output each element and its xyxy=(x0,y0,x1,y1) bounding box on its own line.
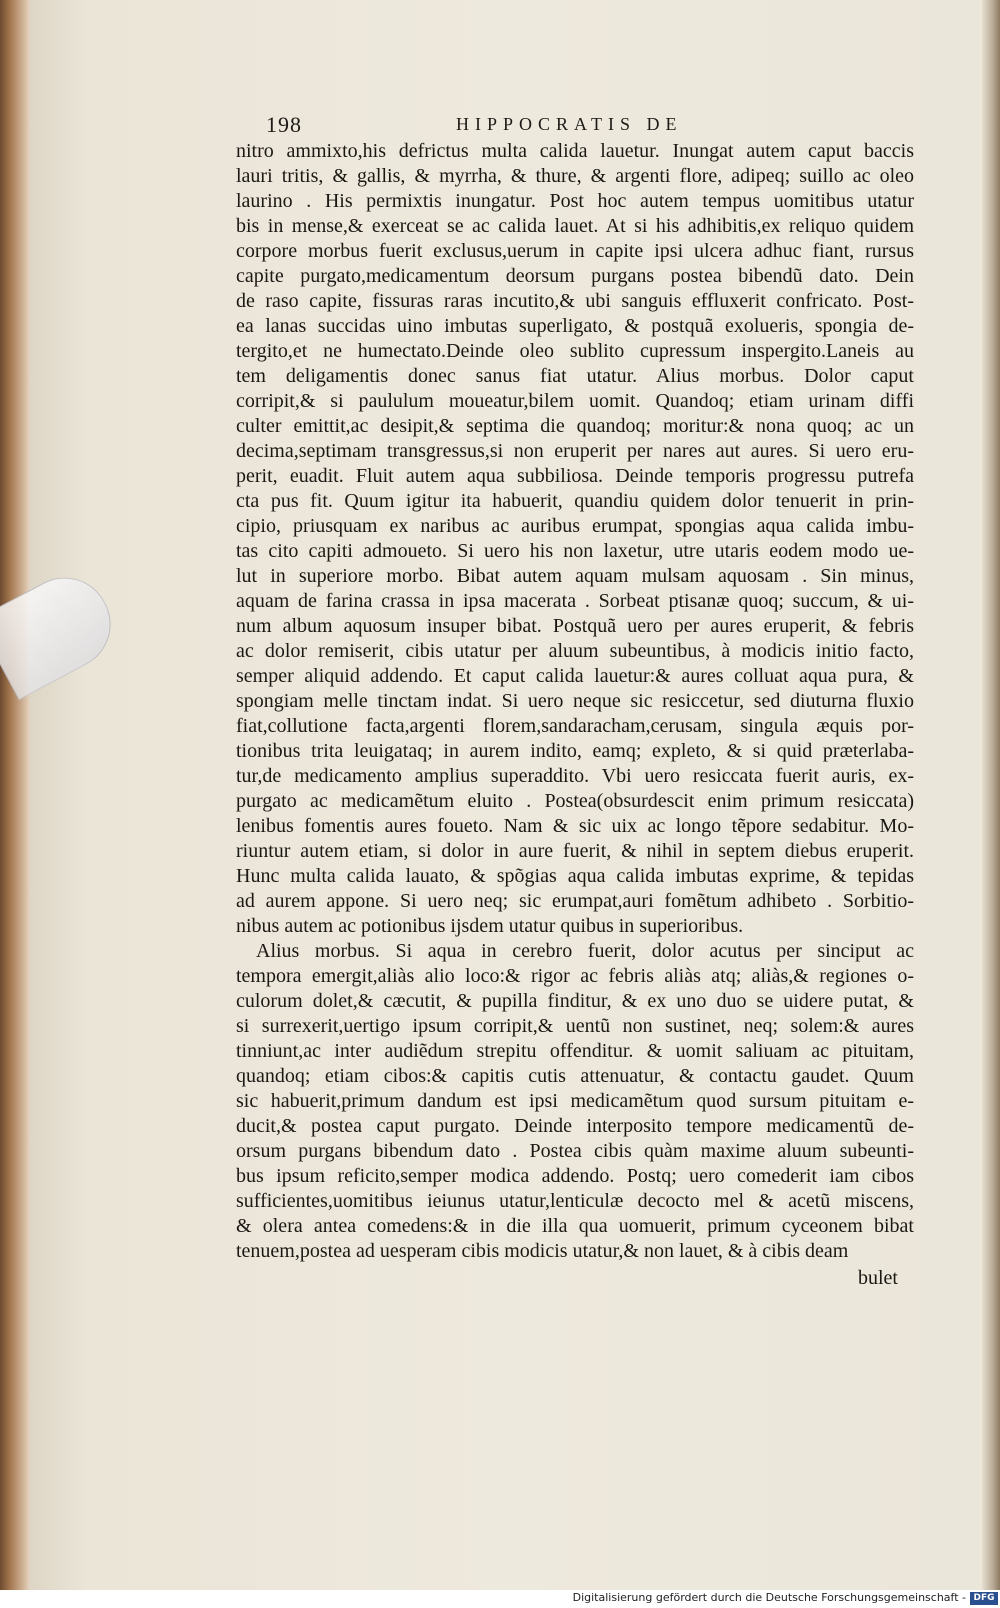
text-line: lauri tritis, & gallis, & myrrha, & thure, & argenti flore, adipeq; suillo ac oleo xyxy=(236,165,914,187)
text-line: perit, euadit. Fluit autem aqua subbiliosa. Deinde temporis progressu putrefa xyxy=(236,465,914,487)
text-line: si surrexerit,uertigo ipsum corripit,& uentũ non sustinet, neq; solem:& aures xyxy=(236,1015,914,1037)
text-line: nibus autem ac potionibus ijsdem utatur quibus in superioribus. xyxy=(236,915,744,937)
text-line: ac dolor remiserit, cibis utatur per aluum subeuntibus, à modicis initio facto, xyxy=(236,640,914,662)
text-line: sufficientes,uomitibus ieiunus utatur,lenticulæ decocto mel & acetũ miscens, xyxy=(236,1190,914,1212)
text-line: culter emittit,ac desipit,& septima die quandoq; moritur:& nona quoq; ac un xyxy=(236,415,914,437)
text-line: ducit,& postea caput purgato. Deinde interposito tempore medicamentũ de- xyxy=(236,1115,914,1137)
text-line: nitro ammixto,his defrictus multa calida lauetur. Inungat autem caput baccis xyxy=(236,140,914,162)
text-line: laurino . His permixtis inungatur. Post hoc autem tempus uomitibus utatur xyxy=(236,190,914,212)
text-line: lenibus fomentis aures foueto. Nam & sic uix ac longo tẽpore sedabitur. Mo- xyxy=(236,815,914,837)
text-line: quandoq; etiam cibos:& capitis cutis attenuatur, & contactu gaudet. Quum xyxy=(236,1065,914,1087)
footer-bar xyxy=(0,1590,1000,1608)
text-line: tenuem,postea ad uesperam cibis modicis utatur,& non lauet, & à cibis deam xyxy=(236,1240,849,1262)
book-spine-edge xyxy=(0,0,30,1590)
text-line: & olera antea comedens:& in die illa qua uomuerit, primum cyceonem bibat xyxy=(236,1215,914,1237)
text-line: fiat,collutione facta,argenti florem,sandaracham,cerusam, singula æquis por- xyxy=(236,715,914,737)
text-line: purgato ac medicamẽtum eluito . Postea(obsurdescit enim primum resiccata) xyxy=(236,790,914,812)
text-line: ea lanas succidas uino imbutas superligato, & postquã exolueris, spongia de- xyxy=(236,315,914,337)
text-line: tem deligamentis donec sanus fiat utatur. Alius morbus. Dolor caput xyxy=(236,365,914,387)
text-line: corripit,& si paululum moueatur,bilem uomit. Quandoq; etiam urinam diffi xyxy=(236,390,914,412)
body-text xyxy=(236,139,914,1264)
text-line: corpore morbus fuerit exclusus,uerum in capite ipsi ulcera adhuc fiant, rursus xyxy=(236,240,914,262)
text-line: semper aliquid addendo. Et caput calida lauetur:& aures colluat aqua pura, & xyxy=(236,665,914,687)
catchword: bulet xyxy=(858,1267,898,1289)
text-line: lut in superiore morbo. Bibat autem aquam mulsam aquosam . Sin minus, xyxy=(236,565,914,587)
page-header xyxy=(266,112,726,136)
dfg-logo: DFG xyxy=(970,1592,998,1605)
text-line: tionibus trita leuigataq; in aurem indito, eamq; expleto, & si quid præterlaba- xyxy=(236,740,914,762)
text-line: Alius morbus. Si aqua in cerebro fuerit, dolor acutus per sinciput ac xyxy=(256,940,914,962)
text-line: bis in mense,& exerceat se ac calida lauet. At si his adhibitis,ex reliquo quidem xyxy=(236,215,914,237)
text-line: riuntur autem etiam, si dolor in aure fuerit, & nihil in septem diebus eruperit. xyxy=(236,840,914,862)
page-edge-right xyxy=(982,0,1000,1590)
text-line: ad aurem appone. Si uero neq; sic erumpat,auri fomẽtum adhibeto . Sorbitio- xyxy=(236,890,914,912)
text-line: orsum purgans bibendum dato . Postea cibis quàm maxime aluum subeunti- xyxy=(236,1140,914,1162)
text-line: cta pus fit. Quum igitur ita habuerit, quandiu quidem dolor tenuerit in prin- xyxy=(236,490,914,512)
text-line: tinniunt,ac inter audiẽdum strepitu offenditur. & uomit saliuam ac pituitam, xyxy=(236,1040,914,1062)
text-line: tur,de medicamento amplius superaddito. Vbi uero resiccata fuerit auris, ex- xyxy=(236,765,914,787)
text-line: cipio, priusquam ex naribus ac auribus erumpat, spongias aqua calida imbu- xyxy=(236,515,914,537)
text-line: spongiam melle tinctam indat. Si uero neque sic resiccetur, sed diuturna fluxio xyxy=(236,690,914,712)
text-line: sic habuerit,primum dandum est ipsi medicamẽtum quod sursum pituitam e- xyxy=(236,1090,914,1112)
text-line: aquam de farina crassa in ipsa macerata . Sorbeat ptisanæ quoq; succum, & ui- xyxy=(236,590,914,612)
funding-credit: Digitalisierung gefördert durch die Deutsche Forschungsgemeinschaft - xyxy=(572,1591,966,1604)
text-line: num album aquosum insuper bibat. Postquã uero per aures eruperit, & febris xyxy=(236,615,914,637)
text-line: de raso capite, fissuras raras incutito,& ubi sanguis effluxerit confricato. Post- xyxy=(236,290,914,312)
text-line: bus ipsum reficito,semper modica addendo. Postq; uero comederit iam cibos xyxy=(236,1165,914,1187)
text-line: decima,septimam transgressus,si non eruperit per nares aut aures. Si uero eru- xyxy=(236,440,914,462)
text-line: Hunc multa calida lauato, & spõgias aqua calida imbutas exprime, & tepidas xyxy=(236,865,914,887)
text-line: culorum dolet,& cæcutit, & pupilla finditur, & ex uno duo se uidere putat, & xyxy=(236,990,914,1012)
text-line: tas cito capiti admoueto. Si uero his non laxetur, utre utaris eodem modo ue- xyxy=(236,540,914,562)
text-line: tergito,et ne humectato.Deinde oleo sublito cupressum inspergito.Laneis au xyxy=(236,340,914,362)
running-head: HIPPOCRATIS DE xyxy=(456,114,683,134)
page-number: 198 xyxy=(266,112,302,137)
text-line: tempora emergit,aliàs alio loco:& rigor ac febris aliàs atq; aliàs,& regiones o- xyxy=(236,965,914,987)
text-line: capite purgato,medicamentum deorsum purgans postea bibendũ dato. Dein xyxy=(236,265,914,287)
